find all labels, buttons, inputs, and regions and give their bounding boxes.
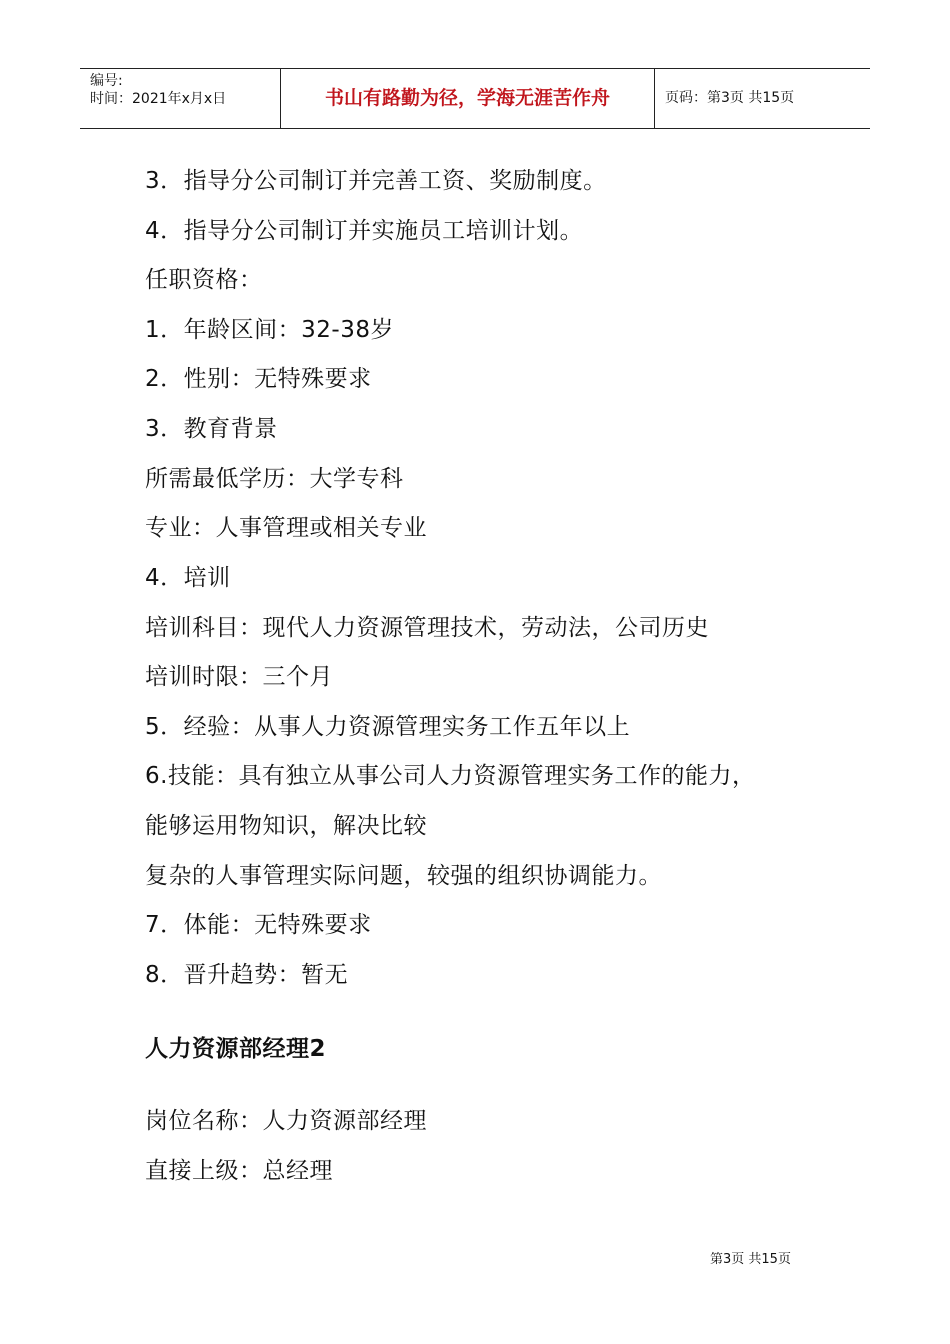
body-line: 岗位名称：人力资源部经理 <box>145 1108 427 1134</box>
header-motto: 书山有路勤为径，学海无涯苦作舟 <box>281 69 655 128</box>
page-footer: 第3页 共15页 <box>710 1252 791 1267</box>
header-meta <box>80 69 281 128</box>
body-line: 所需最低学历：大学专科 <box>145 466 404 492</box>
body-line: 2．性别：无特殊要求 <box>145 366 372 392</box>
body-line: 能够运用物知识，解决比较 <box>145 813 427 839</box>
page-header <box>80 68 870 129</box>
document-number-label: 编号: <box>90 73 123 89</box>
body-line: 4．培训 <box>145 565 231 591</box>
body-line: 5．经验：从事人力资源管理实务工作五年以上 <box>145 714 631 740</box>
section-label-qualifications: 任职资格： <box>145 267 263 293</box>
header-page-number: 页码：第3页 共15页 <box>665 90 795 106</box>
document-time-label: 时间：2021年x月x日 <box>90 91 227 107</box>
body-line: 培训时限：三个月 <box>145 664 333 690</box>
body-line: 专业：人事管理或相关专业 <box>145 515 427 541</box>
body-line: 6.技能：具有独立从事公司人力资源管理实务工作的能力， <box>145 763 756 789</box>
body-line: 4．指导分公司制订并实施员工培训计划。 <box>145 218 584 244</box>
body-line: 3．指导分公司制订并完善工资、奖励制度。 <box>145 168 607 194</box>
body-line: 1．年龄区间：32-38岁 <box>145 317 394 343</box>
body-line: 复杂的人事管理实际问题，较强的组织协调能力。 <box>145 863 662 889</box>
body-line: 8．晋升趋势：暂无 <box>145 962 349 988</box>
body-line: 直接上级：总经理 <box>145 1158 333 1184</box>
section-heading: 人力资源部经理2 <box>145 1036 327 1062</box>
body-line: 3．教育背景 <box>145 416 278 442</box>
body-line: 7．体能：无特殊要求 <box>145 912 372 938</box>
body-line: 培训科目：现代人力资源管理技术，劳动法，公司历史 <box>145 615 709 641</box>
